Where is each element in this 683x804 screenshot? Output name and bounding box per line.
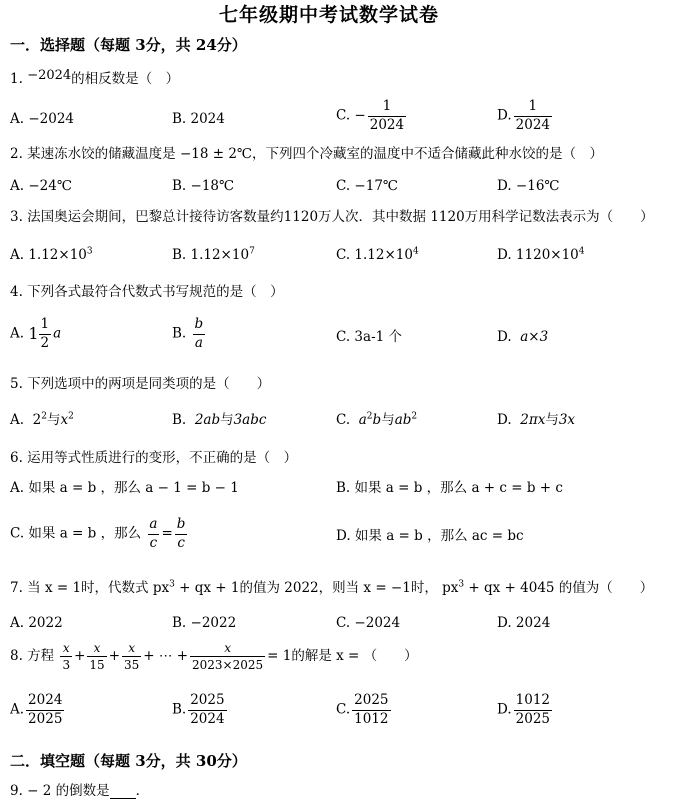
q6-option-a[interactable]: A. 如果 a = b ，那么 a − 1 = b − 1 xyxy=(10,480,239,496)
q8-option-d[interactable]: D. $\frac{1012}{2025}$ xyxy=(497,692,550,727)
q4-option-a[interactable]: A. 1 $\frac{1}{2}$ a xyxy=(10,316,62,351)
q2-option-c[interactable]: C. −17℃ xyxy=(336,178,399,194)
q5-option-d[interactable]: D. 2πx与3x xyxy=(497,412,576,428)
q1-option-b[interactable]: B. 2024 xyxy=(172,111,225,127)
question-8: 8. 方程 $\frac{x}{3}$ + $\frac{x}{15}$ + $\frac{x}{35}$ + ⋯ + $\frac{x}{2023\times 2025}$ = 1的解是 x = （ ） xyxy=(10,641,418,672)
q3-option-d[interactable]: D. $1120\times 10^4$ xyxy=(497,246,585,263)
q4-option-d[interactable]: D. a×3 xyxy=(497,329,549,345)
q3-option-a[interactable]: A. $1.12\times 10^3$ xyxy=(10,246,93,263)
q2-option-b[interactable]: B. −18℃ xyxy=(172,178,235,194)
q6-option-b[interactable]: B. 如果 a = b ，那么 a + c = b + c xyxy=(336,480,563,496)
q8-option-c[interactable]: C. $\frac{2025}{1012}$ xyxy=(336,692,389,727)
question-1: 1. $^{-2024}$的相反数是（ ） xyxy=(10,68,180,87)
q3-option-b[interactable]: B. $1.12\times 10^7$ xyxy=(172,246,255,263)
section-heading-choice: 一．选择题（每题 3分，共 24分） xyxy=(10,36,247,54)
q8-option-b[interactable]: B. $\frac{2025}{2024}$ xyxy=(172,692,225,727)
question-4: 4. 下列各式最符合代数式书写规范的是（ ） xyxy=(10,284,284,300)
question-5: 5. 下列选项中的两项是同类项的是（ ） xyxy=(10,376,271,392)
q4-option-b[interactable]: B. $\frac{b}{a}$ xyxy=(172,316,204,351)
q5-option-b[interactable]: B. 2ab与3abc xyxy=(172,412,267,428)
question-2: 2. 某速冻水饺的储藏温度是 −18 ± 2℃，下列四个冷藏室的温度中不适合储藏此种水饺的是（ ） xyxy=(10,146,604,162)
q5-option-c[interactable]: C. $a^2b$与$ab^2$ xyxy=(336,411,418,428)
question-7: 7. 当 x = 1时，代数式 $px^3$ + qx + 1的值为 2022，则当 x = −1时， $px^3$ + qx + 4045 的值为（ ） xyxy=(10,579,654,596)
question-9: 9. − 2 的倒数是 ． xyxy=(10,783,150,799)
q4-option-c[interactable]: C. 3a-1 个 xyxy=(336,329,403,345)
q8-option-a[interactable]: A. $\frac{2024}{2025}$ xyxy=(10,692,63,727)
q1-option-d[interactable]: D. $\frac{1}{2024}$ xyxy=(497,98,550,133)
q7-option-a[interactable]: A. 2022 xyxy=(10,615,63,631)
q1-option-a[interactable]: A. −2024 xyxy=(10,111,74,127)
q6-option-d[interactable]: D. 如果 a = b ，那么 ac = bc xyxy=(336,528,524,544)
q7-option-d[interactable]: D. 2024 xyxy=(497,615,551,631)
q7-option-c[interactable]: C. −2024 xyxy=(336,615,401,631)
page-title: 七年级期中考试数学试卷 xyxy=(219,4,440,26)
answer-blank[interactable] xyxy=(110,786,136,799)
q5-option-a[interactable]: A. $2^2$与$x^2$ xyxy=(10,411,74,428)
q3-option-c[interactable]: C. $1.12\times 10^4$ xyxy=(336,246,419,263)
question-3: 3. 法国奥运会期间，巴黎总计接待访客数量约1120万人次．其中数据 1120万用科学记数法表示为（ ） xyxy=(10,209,654,225)
q7-option-b[interactable]: B. −2022 xyxy=(172,615,237,631)
question-6: 6. 运用等式性质进行的变形，不正确的是（ ） xyxy=(10,450,298,466)
q2-option-a[interactable]: A. −24℃ xyxy=(10,178,72,194)
section-heading-fill-in: 二．填空题（每题 3分，共 30分） xyxy=(10,752,247,770)
q1-option-c[interactable]: C. − $\frac{1}{2024}$ xyxy=(336,98,405,133)
q6-option-c[interactable]: C. 如果 a = b ，那么 $\frac{a}{c}$ = $\frac{b}{c}$ xyxy=(10,516,186,551)
q2-option-d[interactable]: D. −16℃ xyxy=(497,178,560,194)
